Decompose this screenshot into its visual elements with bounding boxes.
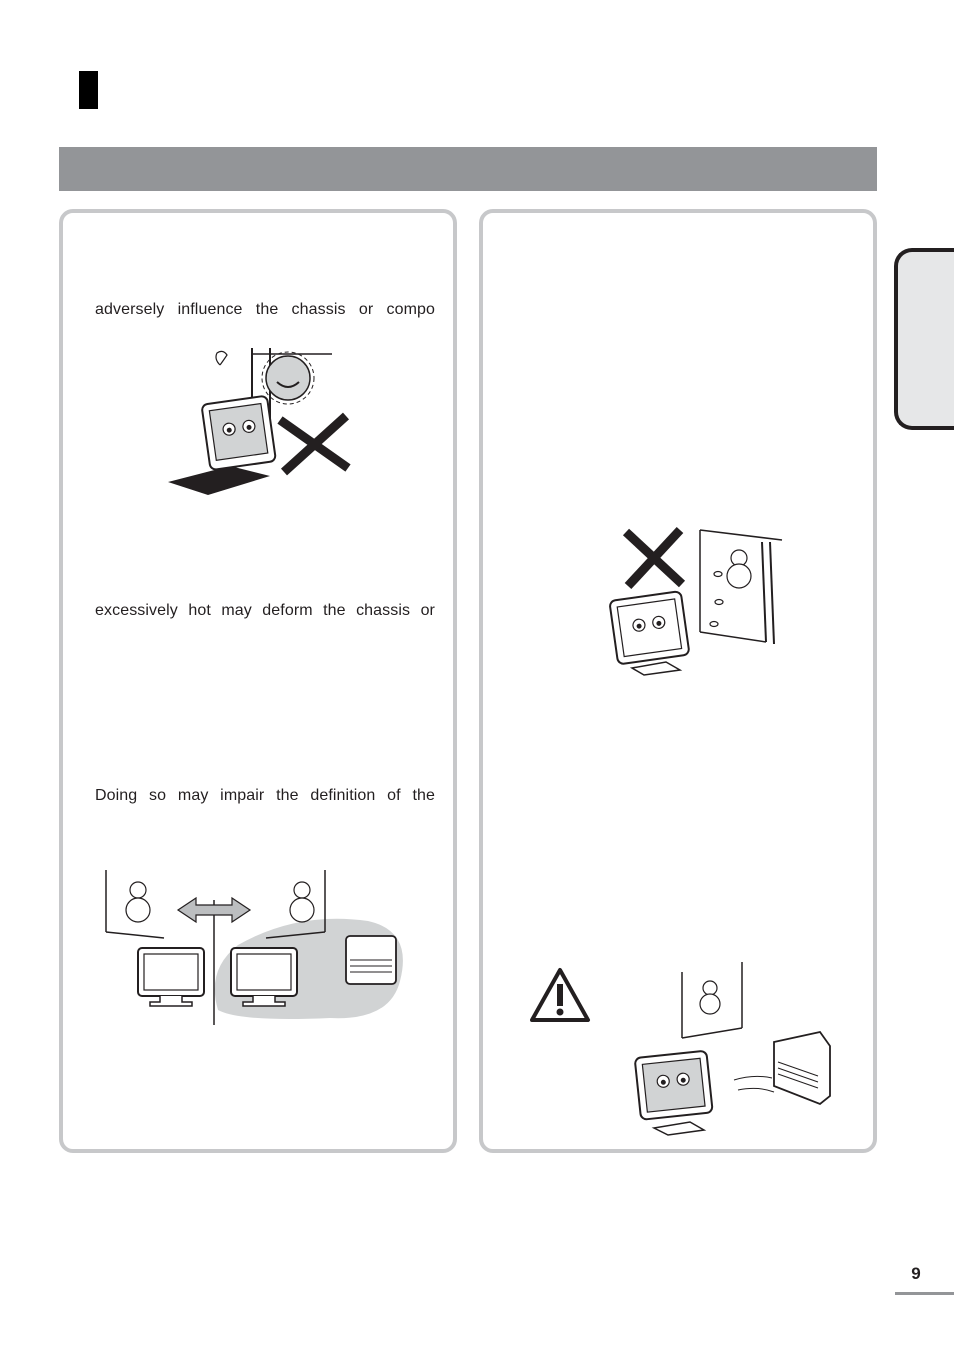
chapter-tab [894, 248, 954, 430]
left-text-2: excessively hot may deform the chassis or [95, 602, 435, 619]
left-text-1: adversely influence the chassis or compo [95, 301, 435, 318]
warning-icon [528, 966, 592, 1024]
page-number: 9 [911, 1264, 921, 1283]
left-text-3: Doing so may impair the definition of the [95, 787, 435, 804]
tv-heater-illustration [634, 958, 840, 1138]
section-header-band [59, 147, 877, 191]
tv-sunlight-illustration [160, 340, 360, 505]
tv-temperature-illustration [100, 860, 410, 1030]
page-number-rule [895, 1292, 954, 1295]
section-marker [79, 71, 98, 109]
tv-moisture-illustration [596, 522, 786, 677]
